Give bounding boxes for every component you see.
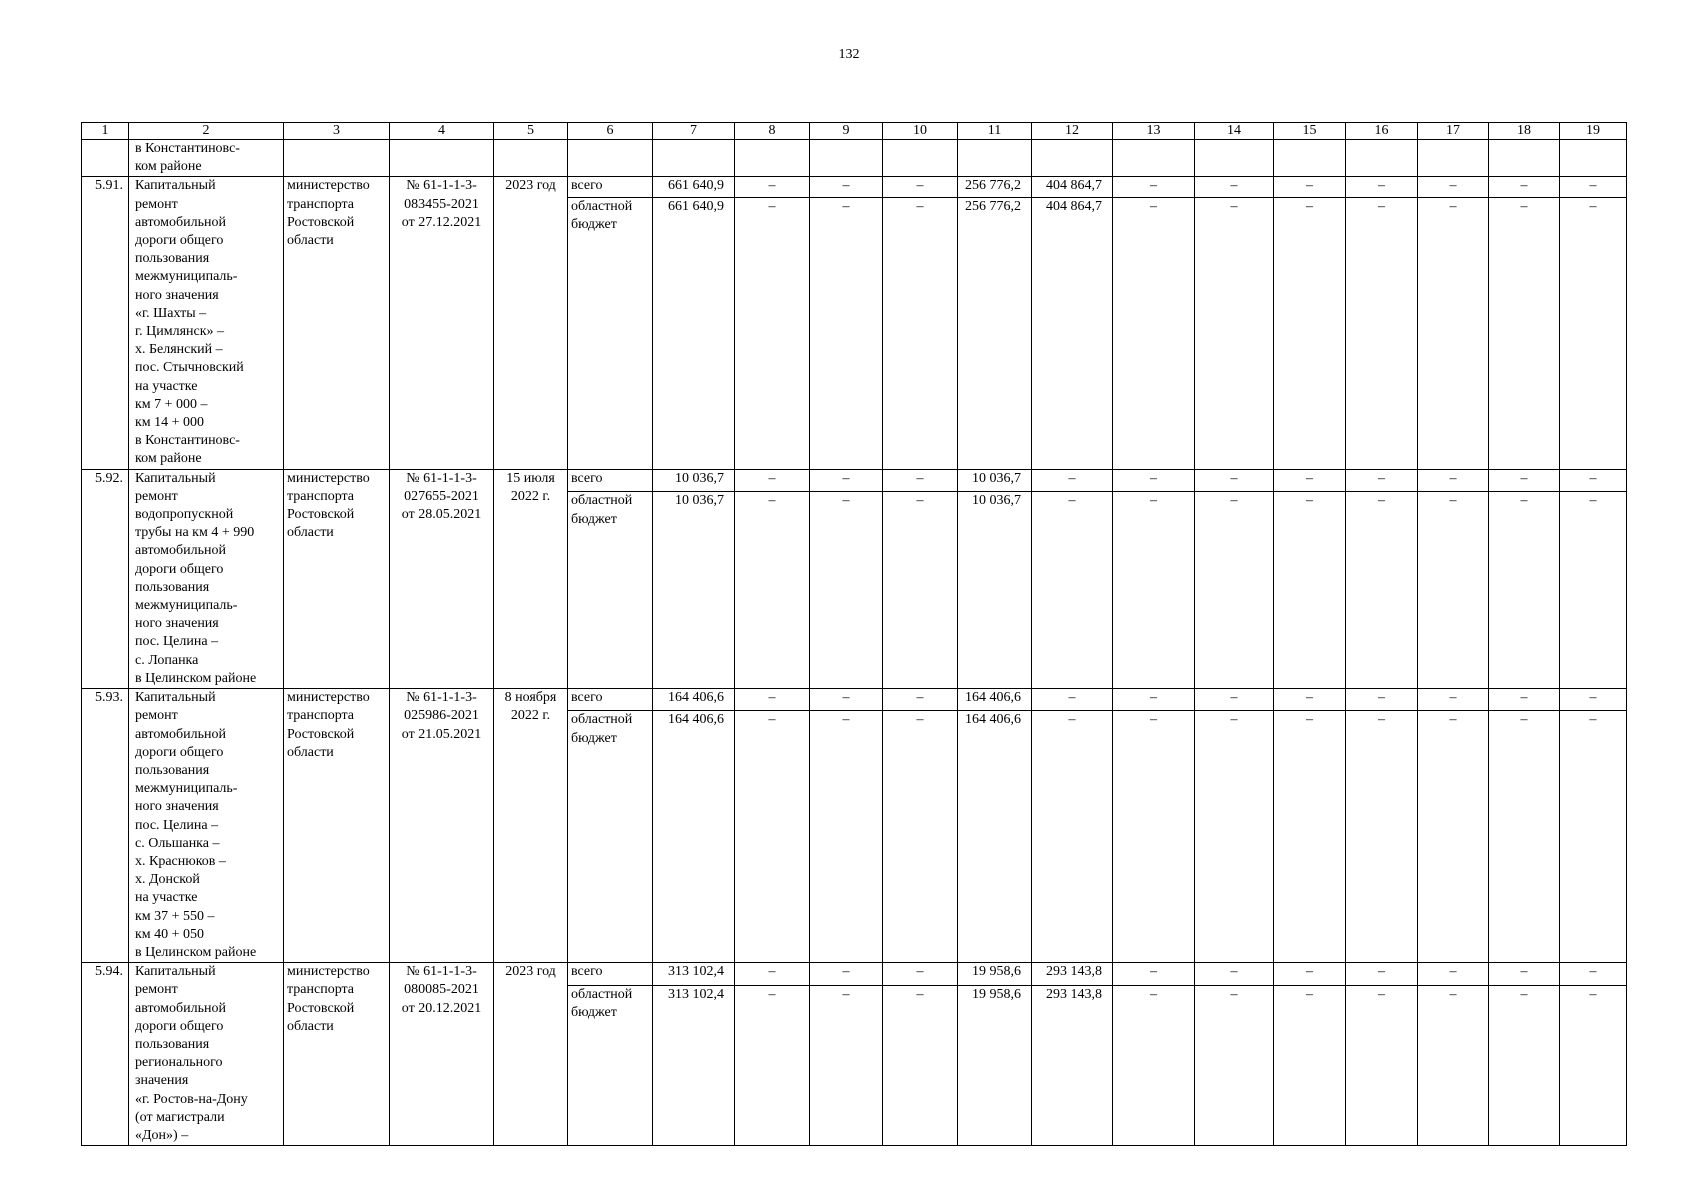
value-cell: – <box>1113 963 1195 986</box>
cell <box>653 140 735 177</box>
value-cell: – <box>1346 492 1418 689</box>
column-number-cell: 12 <box>1032 123 1113 140</box>
cell <box>735 140 810 177</box>
value-cell: – <box>1418 689 1489 711</box>
value-cell: – <box>1274 469 1346 492</box>
page-number: 132 <box>838 47 860 62</box>
funding-source-cell: областной бюджет <box>568 985 653 1145</box>
deadline-cell: 2023 год <box>494 177 568 469</box>
value-cell: – <box>1113 985 1195 1145</box>
value-cell: – <box>810 985 883 1145</box>
customer-cell: министерство транспорта Ростовской области <box>284 469 390 688</box>
value-cell: 404 864,7 <box>1032 198 1113 469</box>
value-cell: – <box>1346 689 1418 711</box>
value-cell: – <box>735 689 810 711</box>
cell <box>810 140 883 177</box>
value-cell: – <box>735 177 810 198</box>
column-number-cell: 5 <box>494 123 568 140</box>
cell <box>82 140 129 177</box>
funding-source-cell: всего <box>568 469 653 492</box>
value-cell: – <box>1489 985 1560 1145</box>
value-cell: 293 143,8 <box>1032 963 1113 986</box>
value-cell: – <box>1113 711 1195 963</box>
budget-table <box>81 122 1627 1146</box>
cell <box>958 140 1032 177</box>
value-cell: – <box>1346 711 1418 963</box>
value-cell: – <box>1195 963 1274 986</box>
value-cell: – <box>1418 492 1489 689</box>
value-cell: – <box>1195 689 1274 711</box>
value-cell: – <box>1560 492 1627 689</box>
value-cell: 661 640,9 <box>653 177 735 198</box>
value-cell: – <box>810 711 883 963</box>
cell <box>1274 140 1346 177</box>
value-cell: – <box>1032 689 1113 711</box>
value-cell: 10 036,7 <box>958 469 1032 492</box>
value-cell: – <box>1560 198 1627 469</box>
value-cell: – <box>735 492 810 689</box>
value-cell: – <box>735 711 810 963</box>
value-cell: – <box>1113 198 1195 469</box>
object-name-cell: Капитальный ремонт автомобильной дороги общего пользования межмуниципаль- ного значения пос. Целина – с. Ольшанка – х. Краснюков – х. Донской на участке км 37 + 550 – км 40 + 050 в Целинском районе <box>129 689 284 963</box>
funding-source-cell: областной бюджет <box>568 711 653 963</box>
object-name-cell: Капитальный ремонт автомобильной дороги общего пользования межмуниципаль- ного значения «г. Шахты – г. Цимлянск» – х. Белянский – пос. Стычновский на участке км 7 + 000 – км 14 + 000 в Константиновс- ком районе <box>129 177 284 469</box>
item-number-cell: 5.94. <box>82 963 129 1146</box>
table-row <box>82 177 1627 198</box>
value-cell: – <box>1195 711 1274 963</box>
value-cell: – <box>1113 469 1195 492</box>
value-cell: – <box>1274 689 1346 711</box>
column-number-cell: 4 <box>390 123 494 140</box>
value-cell: 256 776,2 <box>958 198 1032 469</box>
column-number-cell: 9 <box>810 123 883 140</box>
value-cell: – <box>1489 492 1560 689</box>
column-number-cell: 18 <box>1489 123 1560 140</box>
value-cell: 164 406,6 <box>958 689 1032 711</box>
value-cell: – <box>1560 711 1627 963</box>
value-cell: 19 958,6 <box>958 985 1032 1145</box>
value-cell: – <box>1032 711 1113 963</box>
cell <box>1489 140 1560 177</box>
value-cell: – <box>1195 985 1274 1145</box>
cell <box>1032 140 1113 177</box>
cell <box>494 140 568 177</box>
value-cell: – <box>1274 985 1346 1145</box>
value-cell: – <box>883 985 958 1145</box>
value-cell: – <box>1560 963 1627 986</box>
value-cell: 10 036,7 <box>653 469 735 492</box>
column-number-cell: 2 <box>129 123 284 140</box>
value-cell: – <box>1560 177 1627 198</box>
value-cell: – <box>1032 469 1113 492</box>
object-name-cell: Капитальный ремонт автомобильной дороги общего пользования регионального значения «г. Ростов-на-Дону (от магистрали «Дон») – <box>129 963 284 1146</box>
deadline-cell: 2023 год <box>494 963 568 1146</box>
value-cell: – <box>1113 492 1195 689</box>
value-cell: – <box>1274 198 1346 469</box>
value-cell: – <box>883 963 958 986</box>
funding-source-cell: всего <box>568 689 653 711</box>
value-cell: – <box>1113 689 1195 711</box>
cell <box>1560 140 1627 177</box>
value-cell: – <box>1418 963 1489 986</box>
value-cell: – <box>1274 711 1346 963</box>
column-number-row <box>82 123 1627 140</box>
value-cell: – <box>735 469 810 492</box>
value-cell: 164 406,6 <box>958 711 1032 963</box>
value-cell: 19 958,6 <box>958 963 1032 986</box>
value-cell: – <box>1346 469 1418 492</box>
value-cell: – <box>883 469 958 492</box>
value-cell: – <box>1274 177 1346 198</box>
value-cell: 404 864,7 <box>1032 177 1113 198</box>
column-number-cell: 16 <box>1346 123 1418 140</box>
value-cell: – <box>883 177 958 198</box>
value-cell: – <box>1195 177 1274 198</box>
cell <box>1113 140 1195 177</box>
value-cell: – <box>810 689 883 711</box>
customer-cell: министерство транспорта Ростовской области <box>284 689 390 963</box>
object-name-cell: Капитальный ремонт водопропускной трубы на км 4 + 990 автомобильной дороги общего пользования межмуниципаль- ного значения пос. Целина – с. Лопанка в Целинском районе <box>129 469 284 688</box>
value-cell: 256 776,2 <box>958 177 1032 198</box>
value-cell: – <box>810 963 883 986</box>
value-cell: – <box>1346 963 1418 986</box>
value-cell: – <box>1489 469 1560 492</box>
customer-cell: министерство транспорта Ростовской области <box>284 177 390 469</box>
document-cell: № 61-1-1-3- 025986-2021 от 21.05.2021 <box>390 689 494 963</box>
column-number-cell: 7 <box>653 123 735 140</box>
value-cell: – <box>1489 198 1560 469</box>
value-cell: 293 143,8 <box>1032 985 1113 1145</box>
column-number-cell: 17 <box>1418 123 1489 140</box>
column-number-cell: 14 <box>1195 123 1274 140</box>
table-row <box>82 689 1627 711</box>
document-cell: № 61-1-1-3- 083455-2021 от 27.12.2021 <box>390 177 494 469</box>
deadline-cell: 8 ноября 2022 г. <box>494 689 568 963</box>
value-cell: – <box>1560 985 1627 1145</box>
column-number-cell: 11 <box>958 123 1032 140</box>
value-cell: – <box>1195 469 1274 492</box>
cell <box>1346 140 1418 177</box>
cell <box>568 140 653 177</box>
continuation-row <box>82 140 1627 177</box>
value-cell: 10 036,7 <box>958 492 1032 689</box>
cell <box>284 140 390 177</box>
value-cell: – <box>1489 689 1560 711</box>
column-number-cell: 19 <box>1560 123 1627 140</box>
value-cell: – <box>810 492 883 689</box>
value-cell: 313 102,4 <box>653 985 735 1145</box>
cell <box>1418 140 1489 177</box>
value-cell: – <box>735 198 810 469</box>
value-cell: – <box>1418 469 1489 492</box>
cell <box>883 140 958 177</box>
value-cell: – <box>1489 963 1560 986</box>
value-cell: – <box>810 469 883 492</box>
funding-source-cell: областной бюджет <box>568 198 653 469</box>
value-cell: – <box>1346 198 1418 469</box>
object-name-cell: в Константиновс- ком районе <box>129 140 284 177</box>
cell <box>390 140 494 177</box>
funding-source-cell: областной бюджет <box>568 492 653 689</box>
column-number-cell: 10 <box>883 123 958 140</box>
item-number-cell: 5.92. <box>82 469 129 688</box>
value-cell: – <box>1418 177 1489 198</box>
value-cell: – <box>735 963 810 986</box>
column-number-cell: 8 <box>735 123 810 140</box>
value-cell: – <box>1489 711 1560 963</box>
value-cell: – <box>810 198 883 469</box>
column-number-cell: 6 <box>568 123 653 140</box>
value-cell: – <box>883 198 958 469</box>
value-cell: – <box>735 985 810 1145</box>
document-cell: № 61-1-1-3- 080085-2021 от 20.12.2021 <box>390 963 494 1146</box>
value-cell: – <box>1560 469 1627 492</box>
deadline-cell: 15 июля 2022 г. <box>494 469 568 688</box>
value-cell: – <box>1195 492 1274 689</box>
value-cell: 661 640,9 <box>653 198 735 469</box>
item-number-cell: 5.93. <box>82 689 129 963</box>
value-cell: – <box>1489 177 1560 198</box>
column-number-cell: 15 <box>1274 123 1346 140</box>
column-number-cell: 3 <box>284 123 390 140</box>
value-cell: 164 406,6 <box>653 689 735 711</box>
value-cell: – <box>1418 198 1489 469</box>
value-cell: – <box>883 711 958 963</box>
value-cell: – <box>1418 711 1489 963</box>
document-cell: № 61-1-1-3- 027655-2021 от 28.05.2021 <box>390 469 494 688</box>
cell <box>1195 140 1274 177</box>
value-cell: – <box>810 177 883 198</box>
value-cell: – <box>1346 985 1418 1145</box>
customer-cell: министерство транспорта Ростовской области <box>284 963 390 1146</box>
value-cell: – <box>1560 689 1627 711</box>
value-cell: – <box>1418 985 1489 1145</box>
value-cell: – <box>1195 198 1274 469</box>
table-row <box>82 963 1627 986</box>
value-cell: – <box>1346 177 1418 198</box>
value-cell: – <box>1032 492 1113 689</box>
value-cell: – <box>1274 963 1346 986</box>
funding-source-cell: всего <box>568 963 653 986</box>
value-cell: – <box>883 689 958 711</box>
value-cell: 10 036,7 <box>653 492 735 689</box>
column-number-cell: 1 <box>82 123 129 140</box>
value-cell: – <box>1113 177 1195 198</box>
value-cell: – <box>883 492 958 689</box>
table-row <box>82 469 1627 492</box>
value-cell: – <box>1274 492 1346 689</box>
value-cell: 164 406,6 <box>653 711 735 963</box>
value-cell: 313 102,4 <box>653 963 735 986</box>
item-number-cell: 5.91. <box>82 177 129 469</box>
column-number-cell: 13 <box>1113 123 1195 140</box>
funding-source-cell: всего <box>568 177 653 198</box>
